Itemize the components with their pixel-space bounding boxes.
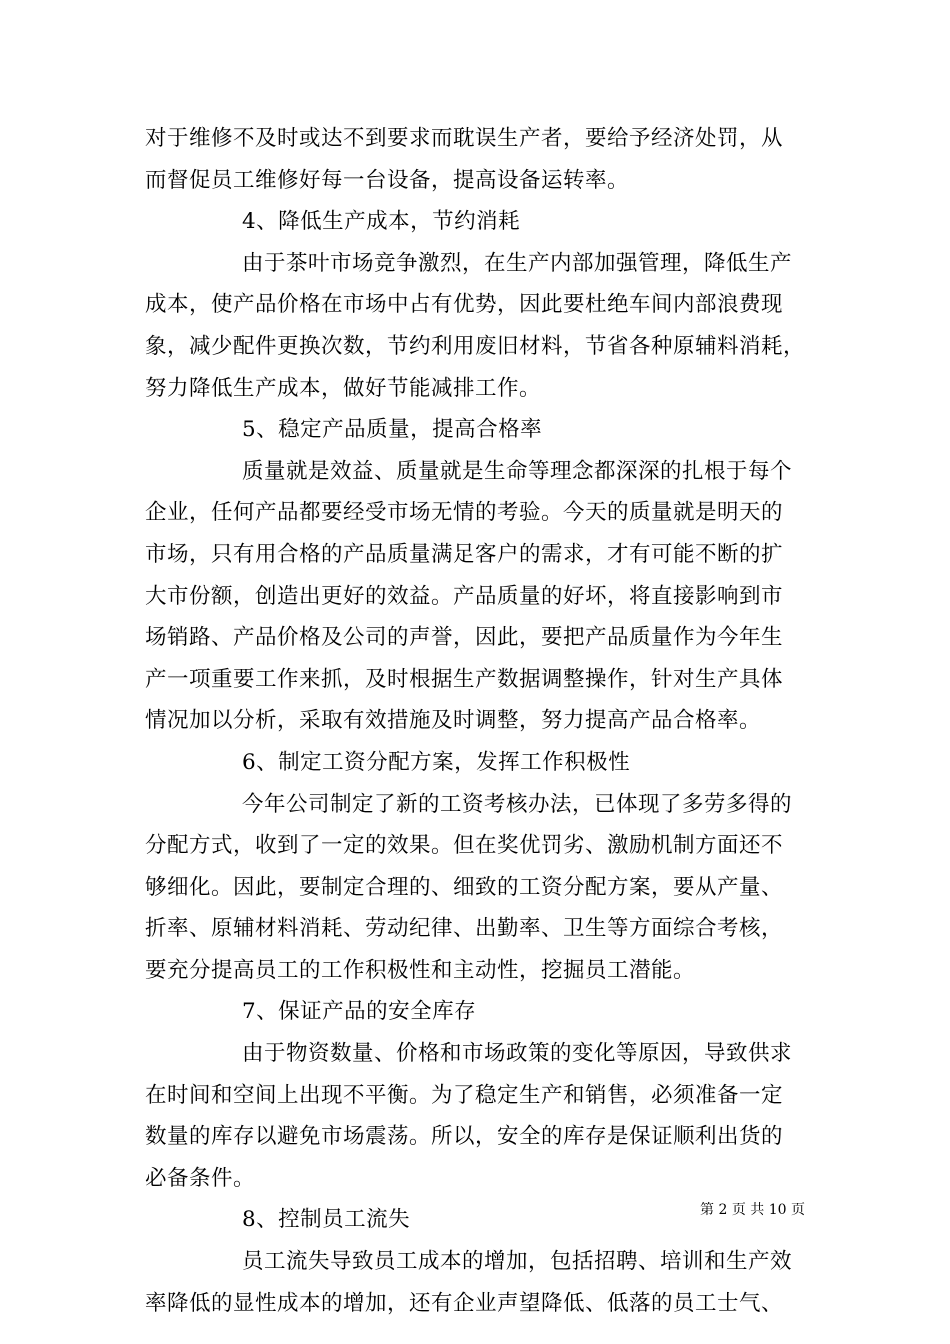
text-line: 大市份额，创造出更好的效益。产品质量的好坏，将直接影响到市 <box>145 583 784 609</box>
text-line: 努力降低生产成本，做好节能减排工作。 <box>145 375 542 401</box>
text-line: 成本，使产品价格在市场中占有优势，因此要杜绝车间内部浪费现 <box>145 292 784 318</box>
text-line: 在时间和空间上出现不平衡。为了稳定生产和销售，必须准备一定 <box>145 1082 784 1108</box>
text-line: 场销路、产品价格及公司的声誉，因此，要把产品质量作为今年生 <box>145 625 784 651</box>
text-line: 必备条件。 <box>145 1165 256 1191</box>
text-line: 员工流失导致员工成本的增加，包括招聘、培训和生产效 <box>242 1249 793 1275</box>
text-line: 今年公司制定了新的工资考核办法，已体现了多劳多得的 <box>242 791 793 817</box>
text-line: 6、制定工资分配方案，发挥工作积极性 <box>242 749 631 775</box>
page-footer: 第 2 页 共 10 页 <box>700 1202 805 1218</box>
text-line: 折率、原辅材料消耗、劳动纪律、出勤率、卫生等方面综合考核， <box>145 916 784 942</box>
text-line: 质量就是效益、质量就是生命等理念都深深的扎根于每个 <box>242 458 793 484</box>
text-line: 率降低的显性成本的增加，还有企业声望降低、低落的员工士气、 <box>145 1290 784 1316</box>
text-line: 数量的库存以避免市场震荡。所以，安全的库存是保证顺利出货的 <box>145 1124 784 1150</box>
text-line: 情况加以分析，采取有效措施及时调整，努力提高产品合格率。 <box>145 708 762 734</box>
text-line: 由于物资数量、价格和市场政策的变化等原因，导致供求 <box>242 1041 793 1067</box>
text-line: 企业，任何产品都要经受市场无情的考验。今天的质量就是明天的 <box>145 500 784 526</box>
text-line: 由于茶叶市场竞争激烈，在生产内部加强管理，降低生产 <box>242 250 793 276</box>
text-line: 对于维修不及时或达不到要求而耽误生产者，要给予经济处罚，从 <box>145 126 784 151</box>
text-line: 5、稳定产品质量，提高合格率 <box>242 417 543 443</box>
document-body <box>145 118 805 1324</box>
text-line: 7、保证产品的安全库存 <box>242 999 477 1025</box>
text-line: 市场，只有用合格的产品质量满足客户的需求，才有可能不断的扩 <box>145 541 784 567</box>
text-line: 8、控制员工流失 <box>242 1207 411 1233</box>
text-line: 而督促员工维修好每一台设备，提高设备运转率。 <box>145 167 630 193</box>
text-line: 够细化。因此，要制定合理的、细致的工资分配方案，要从产量、 <box>145 874 784 900</box>
text-line: 4、降低生产成本，节约消耗 <box>242 209 521 235</box>
text-line: 象，减少配件更换次数，节约利用废旧材料，节省各种原辅料消耗， <box>145 333 806 359</box>
text-line: 产一项重要工作来抓，及时根据生产数据调整操作，针对生产具体 <box>145 666 784 692</box>
text-line: 要充分提高员工的工作积极性和主动性，挖掘员工潜能。 <box>145 957 696 983</box>
text-line: 分配方式，收到了一定的效果。但在奖优罚劣、激励机制方面还不 <box>145 833 784 859</box>
